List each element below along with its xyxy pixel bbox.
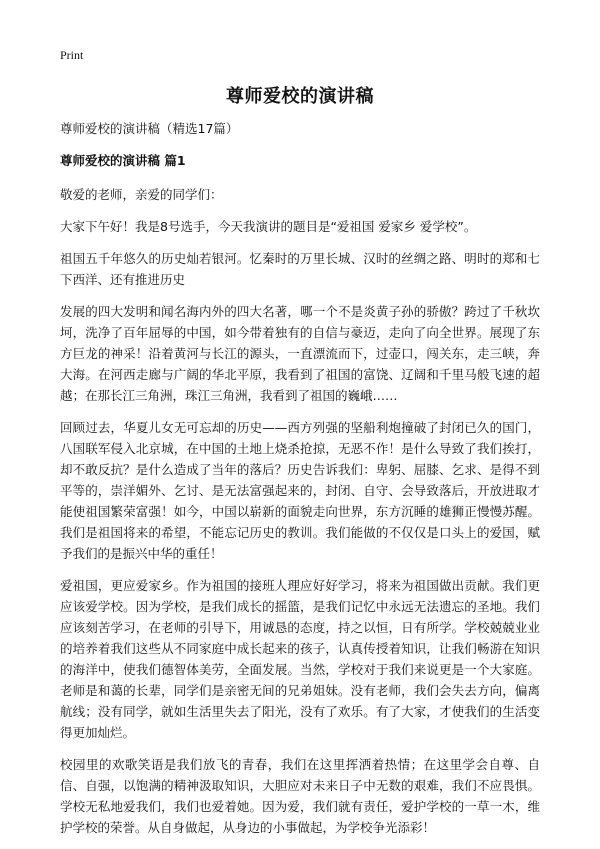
paragraph-intro: 大家下午好！我是8号选手，今天我演讲的题目是“爱祖国 爱家乡 爱学校”。 [60,219,477,234]
print-link[interactable]: Print [60,48,84,62]
paragraph-past: 回顾过去，华夏儿女无可忘却的历史——西方列强的坚船利炮撞破了封闭已久的国门，八国联军侵入北京城，在中国的土地上烧杀抢掠，无恶不作！是什么导致了我们挨打，却不敢反抗？是什么造成了当年的落后？历史告诉我们：卑躬、屈膝、乞求、是得不到平等的，崇洋媚外、乞讨、是无法富强起来的，封闭、自守、会导致落后，开放进取才能使祖国繁荣富强！如今，中国以崭新的面貌走向世界，东方沉睡的雄狮正慢慢苏醒。我们是祖国将来的希望，不能忘记历史的教训。我们能做的不仅仅是口头上的爱国，赋予我们的是振兴中华的重任！ [60,420,540,561]
section-heading: 尊师爱校的演讲稿 篇1 [60,153,186,168]
paragraph-campus: 校园里的欢歌笑语是我们放飞的青春，我们在这里挥洒着热情；在这里学会自尊、自信、自强，以饱满的精神汲取知识，大胆应对未来日子中无数的艰难，我们不应畏惧。学校无私地爱我们，我们也爱着她。因为爱，我们就有责任，爱护学校的一草一木，维护学校的荣誉。从自身做起，从身边的小事做起，为学校争光添彩！ [60,757,540,835]
article-body [60,120,540,849]
paragraph-inventions: 发展的四大发明和闻名海内外的四大名著，哪一个不是炎黄子孙的骄傲？跨过了千秋坎坷，洗净了百年屈辱的中国，如今带着独有的自信与豪迈，走向了向全世界。展现了东方巨龙的神采！沿着黄河与长江的源头，一直漂流而下，过壶口，闯关东，走三峡，奔大海。在河西走廊与广阔的华北平原，我看到了祖国的富饶、辽阔和千里马般飞速的超越；在那长江三角洲，珠江三角洲，我看到了祖国的巍峨…… [60,304,540,403]
page-title: 尊师爱校的演讲稿 [226,86,374,107]
paragraph-history: 祖国五千年悠久的历史灿若银河。忆秦时的万里长城、汉时的丝绸之路、明时的郑和七下西洋、还有推进历史 [60,251,540,287]
article-subtitle: 尊师爱校的演讲稿（精选17篇） [60,121,239,136]
paragraph-greeting: 敬爱的老师，亲爱的同学们： [60,187,223,202]
paragraph-hometown: 爱祖国，更应爱家乡。作为祖国的接班人理应好好学习，将来为祖国做出贡献。我们更应该爱学校。因为学校，是我们成长的摇篮，是我们记忆中永远无法遗忘的圣地。我们应该刻苦学习，在老师的引导下，用诚恳的态度，持之以恒，日有所学。学校兢兢业业的培养着我们这些从不同家庭中成长起来的孩子，认真传授着知识，让我们畅游在知识的海洋中，使我们德智体美劳，全面发展。当然，学校对于我们来说更是一个大家庭。老师是和蔼的长辈，同学们是亲密无间的兄弟姐妹。没有老师，我们会失去方向，偏离航线；没有同学，就如生活里失去了阳光，没有了欢乐。有了大家，才使我们的生活变得更加灿烂。 [60,578,540,740]
